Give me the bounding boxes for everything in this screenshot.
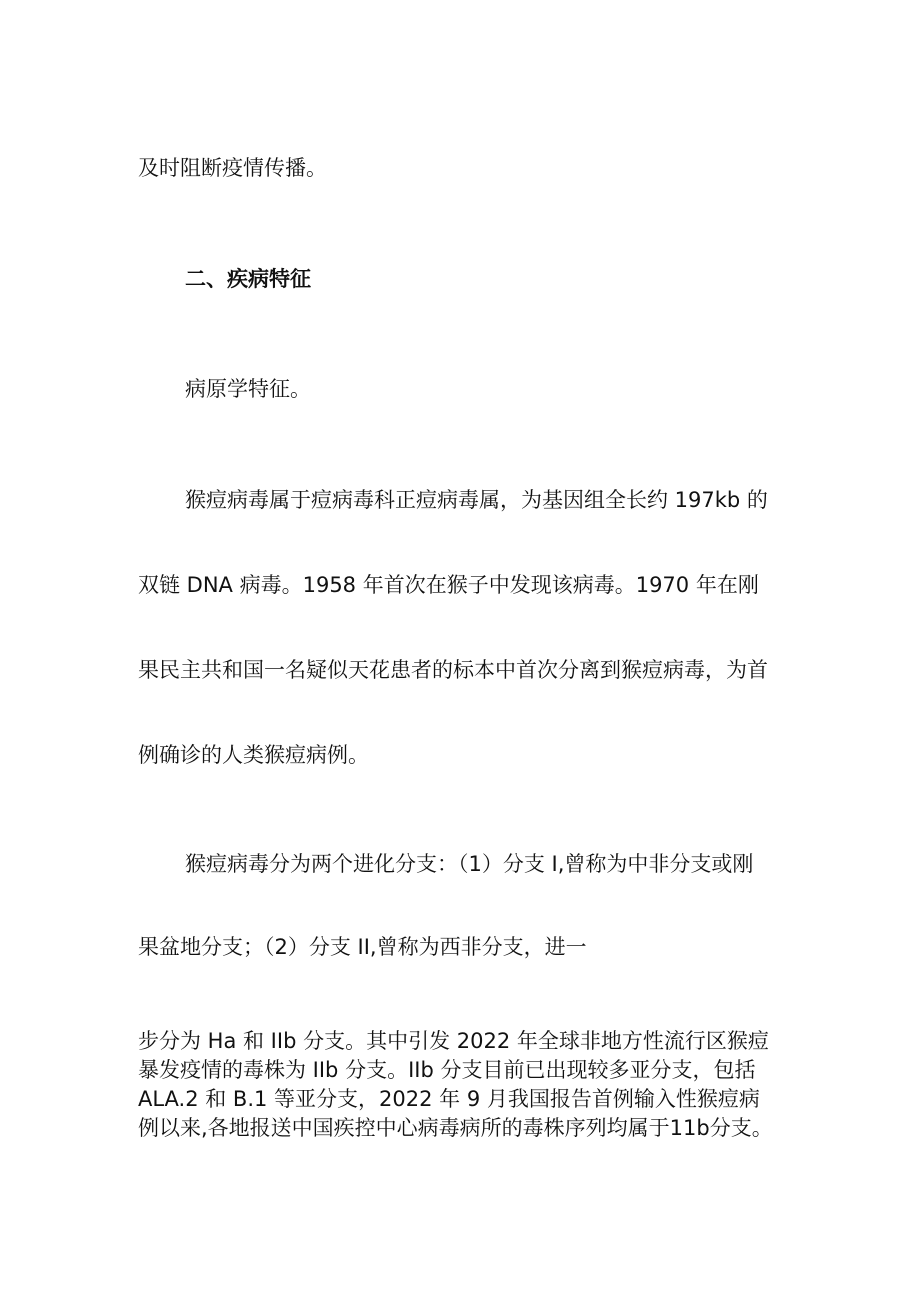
- text-line: 步分为 Ha 和 IIb 分支。其中引发 2022 年全球非地方性流行区猴痘: [138, 1029, 769, 1053]
- text-line: 暴发疫情的毒株为 IIb 分支。IIb 分支目前已出现较多亚分支，包括: [138, 1058, 756, 1082]
- text-line: 例以来,各地报送中国疾控中心病毒病所的毒株序列均属于11b分支。: [138, 1116, 773, 1140]
- text-line: 及时阻断疫情传播。: [138, 156, 327, 180]
- text-line: 例确诊的人类猴痘病例。: [138, 743, 369, 767]
- text-line: 双链 DNA 病毒。1958 年首次在猴子中发现该病毒。1970 年在刚: [138, 573, 759, 597]
- sub-heading: 病原学特征。: [185, 377, 311, 401]
- text-line: 果盆地分支；（2）分支 II,曾称为西非分支，进一: [138, 935, 587, 959]
- text-line: 果民主共和国一名疑似天花患者的标本中首次分离到猴痘病毒，为首: [138, 658, 768, 682]
- text-line: 猴痘病毒属于痘病毒科正痘病毒属，为基因组全长约 197kb 的: [185, 488, 768, 512]
- text-line: ALA.2 和 B.1 等亚分支，2022 年 9 月我国报告首例输入性猴痘病: [138, 1087, 760, 1111]
- text-line: 猴痘病毒分为两个进化分支：（1）分支 I,曾称为中非分支或刚: [185, 852, 754, 876]
- section-heading: 二、疾病特征: [185, 267, 311, 291]
- paragraph-subbranches: [138, 1027, 798, 1143]
